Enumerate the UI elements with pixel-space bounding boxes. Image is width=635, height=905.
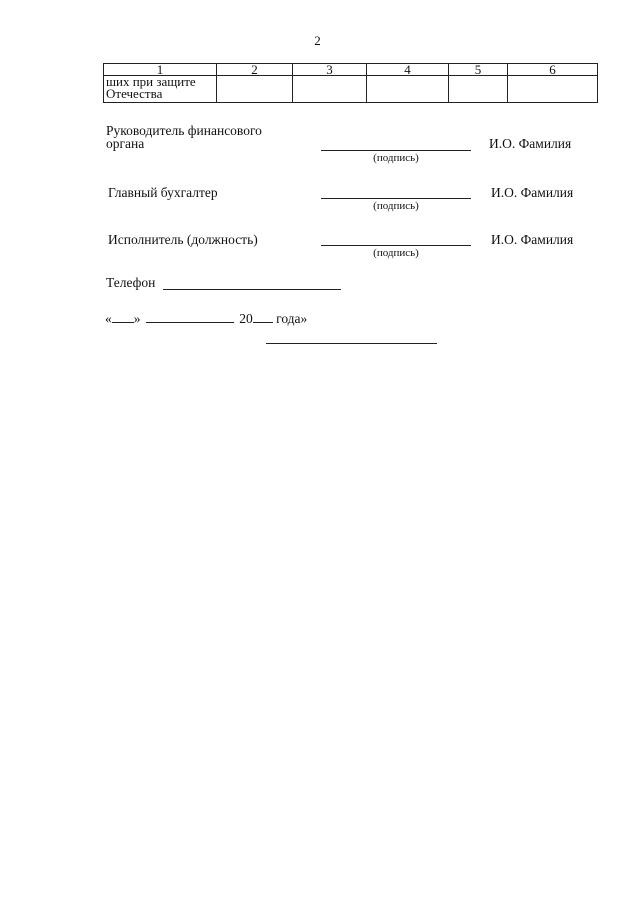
phone-field-line[interactable] — [163, 289, 341, 290]
table-cell — [508, 76, 598, 103]
column-header-2: 2 — [217, 64, 293, 76]
date-century: 20 — [239, 311, 253, 326]
column-header-1: 1 — [104, 64, 217, 76]
signature-name-accountant: И.О. Фамилия — [491, 185, 574, 200]
signature-caption-accountant: (подпись) — [373, 200, 419, 212]
page-number: 2 — [314, 33, 321, 48]
signature-name-executor: И.О. Фамилия — [491, 232, 574, 247]
table-row — [104, 76, 598, 103]
table-cell — [217, 76, 293, 103]
date-close-quote: » — [133, 311, 141, 326]
signature-label-executor: Исполнитель (должность) — [108, 232, 258, 247]
signature-caption-executor: (подпись) — [373, 247, 419, 259]
signature-name-head: И.О. Фамилия — [489, 136, 572, 151]
report-table — [103, 63, 598, 103]
table-cell — [293, 76, 367, 103]
column-header-6: 6 — [508, 64, 598, 76]
signature-label-accountant: Главный бухгалтер — [108, 185, 218, 200]
signature-label-head: Руководитель финансового органа — [106, 123, 262, 151]
table-cell — [449, 76, 508, 103]
column-header-4: 4 — [367, 64, 449, 76]
signature-caption-head: (подпись) — [373, 152, 419, 164]
date-month-blank[interactable] — [146, 311, 234, 323]
date-year-blank[interactable] — [253, 311, 273, 323]
signature-line-executor[interactable] — [321, 245, 471, 246]
date-day-blank[interactable] — [112, 311, 134, 323]
date-suffix: года» — [276, 311, 308, 326]
table-cell: ших при защите Отечества — [104, 76, 217, 103]
signature-line-accountant[interactable] — [321, 198, 471, 199]
table-cell — [367, 76, 449, 103]
phone-label: Телефон — [106, 275, 156, 290]
signature-line-head[interactable] — [321, 150, 471, 151]
date-row — [105, 311, 307, 327]
date-open-quote: « — [105, 311, 112, 326]
column-header-3: 3 — [293, 64, 367, 76]
column-header-5: 5 — [449, 64, 508, 76]
bottom-blank-line[interactable] — [266, 343, 437, 344]
